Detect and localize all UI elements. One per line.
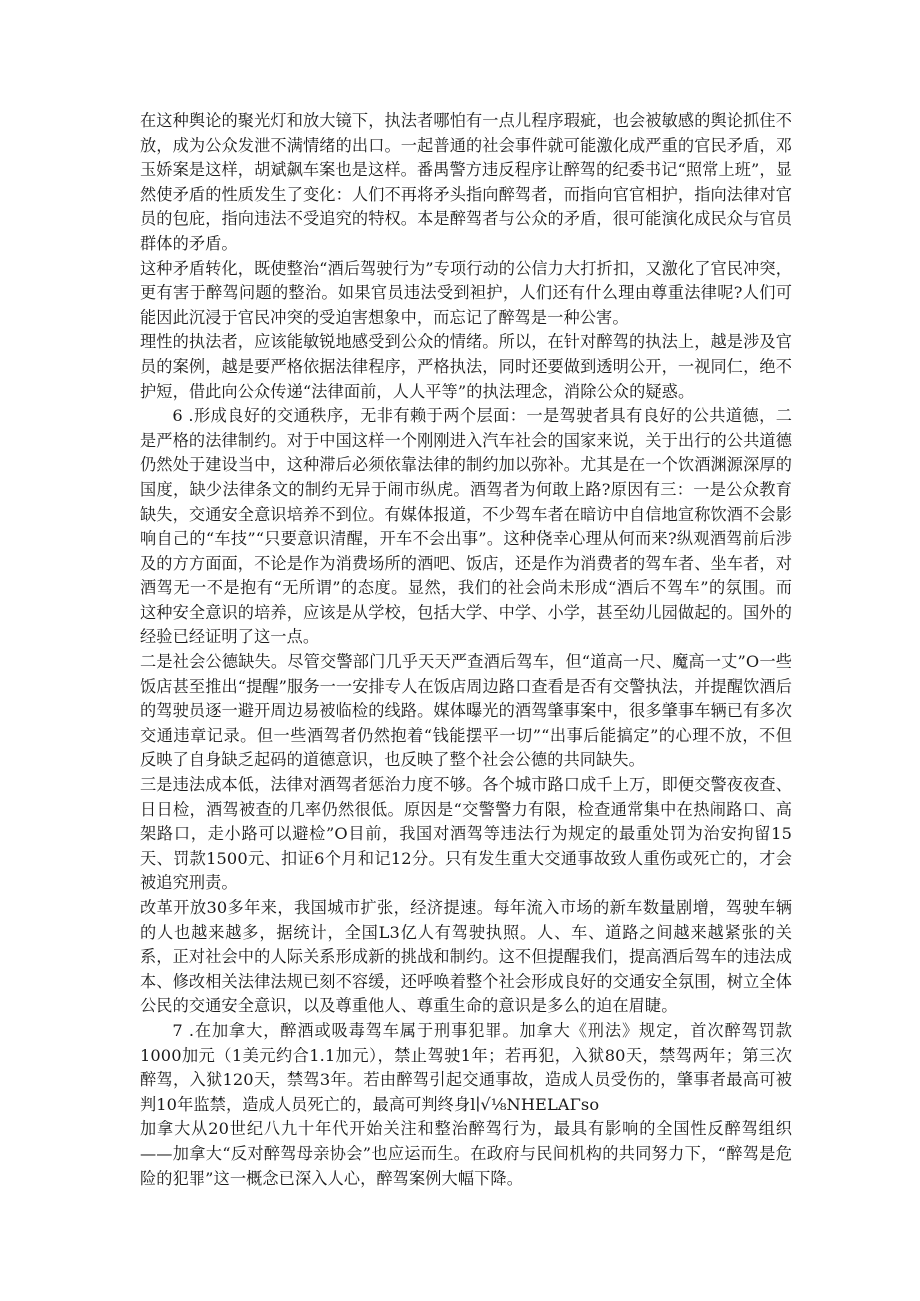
paragraph-conflict-transformation: 这种矛盾转化，既使整治“酒后驾驶行为”专项行动的公信力大打折扣，又激化了官民冲突，更有害于醉驾问题的整治。如果官员违法受到袒护，人们还有什么理由尊重法律呢?人们可能因此沉浸于官民冲突的受迫害想象中，而忘记了醉驾是一种公害。 bbox=[140, 258, 792, 327]
paragraph-canada-history: 加拿大从20世纪八九十年代开始关注和整治醉驾行为，最具有影响的全国性反醉驾组织——加拿大“反对醉驾母亲协会”也应运而生。在政府与民间机构的共同努力下，“醉驾是危险的犯罪”这一概念已深入人心，醉驾案例大幅下降。 bbox=[140, 1119, 792, 1188]
paragraph-social-morality: 二是社会公德缺失。尽管交警部门几乎天天严查酒后驾车，但“道高一尺、魔高一丈”O一些饭店甚至推出“提醒”服务一一安排专人在饭店周边路口查看是否有交警执法，并提醒饮酒后的驾驶员逐一避开周边易被临检的线路。媒体曝光的酒驾肇事案中，很多肇事车辆已有多次交通违章记录。但一些酒驾者仍然抱着“钱能摆平一切”“出事后能搞定”的心理不放，不但反映了自身缺乏起码的道德意识，也反映了整个社会公德的共同缺失。 bbox=[140, 652, 792, 770]
document-body bbox=[140, 109, 792, 1191]
paragraph-low-cost: 三是违法成本低，法律对酒驾者惩治力度不够。各个城市路口成千上万，即便交警夜夜查、日日检，酒驾被查的几率仍然很低。原因是“交警警力有限，检查通常集中在热闹路口、高架路口，走小路可以避检”O目前，我国对酒驾等违法行为规定的最重处罚为治安拘留15天、罚款1500元、扣证6个月和记12分。只有发生重大交通事故致人重伤或死亡的，才会被追究刑责。 bbox=[140, 775, 792, 893]
paragraph-section-7: 7 .在加拿大，醉酒或吸毒驾车属于刑事犯罪。加拿大《刑法》规定，首次醉驾罚款1000加元（1美元约合1.1加元），禁止驾驶1年；若再犯，入狱80天，禁驾两年；第三次醉驾，入狱120天，禁驾3年。若由醉驾引起交通事故，造成人员受伤的，肇事者最高可被判10年监禁，造成人员死亡的，最高可判终身l∣√⅛NHELAΓso bbox=[140, 1020, 792, 1114]
paragraph-section-6: 6 .形成良好的交通秩序，无非有赖于两个层面：一是驾驶者具有良好的公共道德，二是严格的法律制约。对于中国这样一个刚刚进入汽车社会的国家来说，关于出行的公共道德仍然处于建设当中，这种滞后必须依靠法律的制约加以弥补。尤其是在一个饮酒渊源深厚的国度，缺少法律条文的制约无异于闹市纵虎。酒驾者为何敢上路?原因有三：一是公众教育缺失，交通安全意识培养不到位。有媒体报道，不少驾车者在暗访中自信地宣称饮酒不会影响自己的“车技”“只要意识清醒，开车不会出事”。这种侥幸心理从何而来?纵观酒驾前后涉及的方方面面，不论是作为消费场所的酒吧、饭店，还是作为消费者的驾车者、坐车者，对酒驾无一不是抱有“无所谓”的态度。显然，我们的社会尚未形成“酒后不驾车”的氛围。而这种安全意识的培养，应该是从学校，包括大学、中学、小学，甚至幼儿园做起的。国外的经验已经证明了这一点。 bbox=[140, 406, 792, 647]
paragraph-reform-era: 改革开放30多年来，我国城市扩张，经济提速。每年流入市场的新车数量剧增，驾驶车辆的人也越来越多，据统计，全国L3亿人有驾驶执照。人、车、道路之间越来越紧张的关系，正对社会中的人际关系形成新的挑战和制约。这不但提醒我们，提高酒后驾车的违法成本、修改相关法律法规已刻不容缓，还呼唤着整个社会形成良好的交通安全氛围，树立全体公民的交通安全意识，以及尊重他人、尊重生命的意识是多么的迫在眉睫。 bbox=[140, 898, 792, 1016]
paragraph-public-opinion: 在这种舆论的聚光灯和放大镜下，执法者哪怕有一点儿程序瑕疵，也会被敏感的舆论抓住不放，成为公众发泄不满情绪的出口。一起普通的社会事件就可能激化成严重的官民矛盾，邓玉娇案是这样，胡斌飙车案也是这样。番禺警方违反程序让醉驾的纪委书记“照常上班”，显然使矛盾的性质发生了变化：人们不再将矛头指向醉驾者，而指向官官相护，指向法律对官员的包庇，指向违法不受追究的特权。本是醉驾者与公众的矛盾，很可能演化成民众与官员群体的矛盾。 bbox=[140, 111, 792, 253]
paragraph-rational-enforcer: 理性的执法者，应该能敏锐地感受到公众的情绪。所以，在针对醉驾的执法上，越是涉及官员的案例，越是要严格依据法律程序，严格执法，同时还要做到透明公开，一视同仁，绝不护短，借此向公众传递“法律面前，人人平等”的执法理念，消除公众的疑惑。 bbox=[140, 332, 792, 401]
